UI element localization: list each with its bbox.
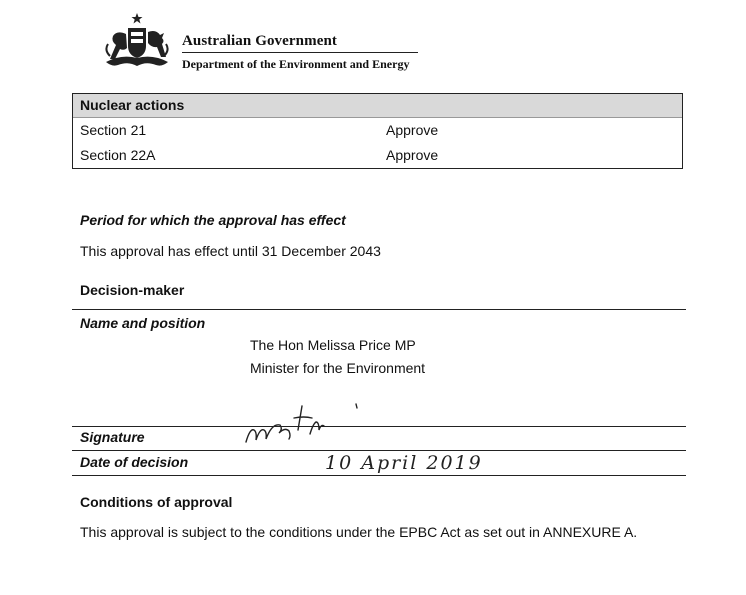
period-text: This approval has effect until 31 December 2043 xyxy=(80,243,381,259)
divider xyxy=(72,309,686,310)
decision-maker-heading: Decision-maker xyxy=(80,282,185,298)
divider xyxy=(72,475,686,476)
conditions-text: This approval is subject to the conditions under the EPBC Act as set out in ANNEXURE A. xyxy=(80,524,638,540)
conditions-heading: Conditions of approval xyxy=(80,494,233,510)
period-heading: Period for which the approval has effect xyxy=(80,212,346,228)
divider xyxy=(72,426,686,427)
name-position-label: Name and position xyxy=(80,315,206,331)
decision-cell: Approve xyxy=(386,147,439,163)
table-row xyxy=(73,143,682,168)
coat-of-arms-logo xyxy=(98,12,176,72)
date-label: Date of decision xyxy=(80,454,189,470)
header-divider xyxy=(182,52,418,53)
section-cell: Section 22A xyxy=(80,147,156,163)
decision-date: 10 April 2019 xyxy=(325,452,483,474)
nuclear-actions-heading: Nuclear actions xyxy=(73,94,682,118)
handwritten-signature xyxy=(238,400,368,450)
decision-cell: Approve xyxy=(386,122,439,138)
decision-maker-position: Minister for the Environment xyxy=(250,360,426,376)
decision-maker-name: The Hon Melissa Price MP xyxy=(250,337,416,353)
department-name: Department of the Environment and Energy xyxy=(182,57,410,71)
government-title: Australian Government xyxy=(182,33,338,49)
nuclear-actions-table xyxy=(72,93,683,169)
signature-label: Signature xyxy=(80,429,145,445)
table-row xyxy=(73,118,682,143)
section-cell: Section 21 xyxy=(80,122,147,138)
divider xyxy=(72,450,686,451)
